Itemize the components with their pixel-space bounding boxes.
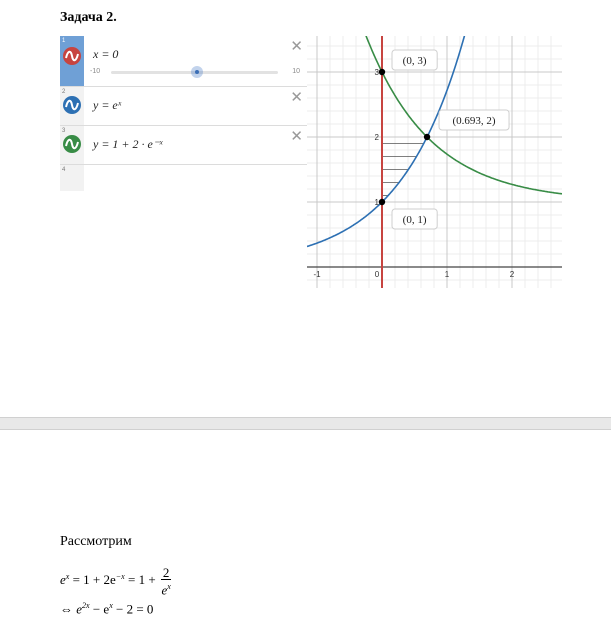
expression-row-4[interactable] xyxy=(60,165,307,191)
point-marker[interactable] xyxy=(379,69,385,75)
graphing-calculator xyxy=(60,36,562,288)
point-marker[interactable] xyxy=(424,134,430,140)
x-tick-label: -1 xyxy=(313,270,321,279)
value-slider[interactable] xyxy=(90,67,300,81)
tick-labels xyxy=(313,68,514,279)
curve-color-icon[interactable] xyxy=(63,135,81,153)
delete-icon[interactable]: ✕ xyxy=(290,127,303,145)
expression-input[interactable]: y = 1 + 2 · e⁻ˣ xyxy=(93,137,163,151)
y-tick-label: 1 xyxy=(374,198,379,207)
slider-min: -10 xyxy=(90,68,101,75)
expression-input[interactable]: x = 0 xyxy=(93,47,119,61)
expression-input[interactable]: y = eˣ xyxy=(93,98,122,112)
graph-area[interactable] xyxy=(307,36,562,288)
delete-icon[interactable]: ✕ xyxy=(290,37,303,55)
minor-grid xyxy=(307,36,562,288)
x-tick-label: 2 xyxy=(509,270,515,279)
slider-max: 10 xyxy=(292,68,300,75)
page-divider xyxy=(0,417,611,430)
expression-row-2[interactable] xyxy=(60,87,307,126)
graph-svg[interactable] xyxy=(307,36,562,288)
equation-line-2: ⇔ $e^{2x} - e^x - 2 = 0$ xyxy=(60,601,154,617)
delete-icon[interactable]: ✕ xyxy=(290,88,303,106)
slider-knob[interactable] xyxy=(191,66,203,78)
expression-number: 3 xyxy=(62,128,66,134)
region-hatch xyxy=(382,144,424,196)
expression-list xyxy=(60,36,307,288)
x-tick-label: 1 xyxy=(444,270,450,279)
y-tick-label: 2 xyxy=(374,133,379,142)
expression-number: 4 xyxy=(62,167,66,173)
equation-line-1: $e^x = 1 + 2e^{-x} = 1$ + $\frac{2}{e^x}$ xyxy=(60,565,171,598)
consider-text: Рассмотрим xyxy=(60,534,132,549)
expression-number: 1 xyxy=(62,38,66,44)
expression-row-3[interactable] xyxy=(60,126,307,165)
x-tick-label: 0 xyxy=(374,270,380,279)
expression-row-1[interactable] xyxy=(60,36,307,87)
y-tick-label: 3 xyxy=(374,68,379,77)
point-label: (0, 3) xyxy=(402,55,427,67)
expression-number: 2 xyxy=(62,89,66,95)
point-marker[interactable] xyxy=(379,199,385,205)
point-label: (0, 1) xyxy=(402,214,427,226)
task-title: Задача 2. xyxy=(60,10,117,25)
curve-color-icon[interactable] xyxy=(63,96,81,114)
point-label: (0.693, 2) xyxy=(452,115,496,127)
fraction: $\frac{2}{e^x}$ xyxy=(161,565,171,598)
curve-color-icon[interactable] xyxy=(63,47,81,65)
